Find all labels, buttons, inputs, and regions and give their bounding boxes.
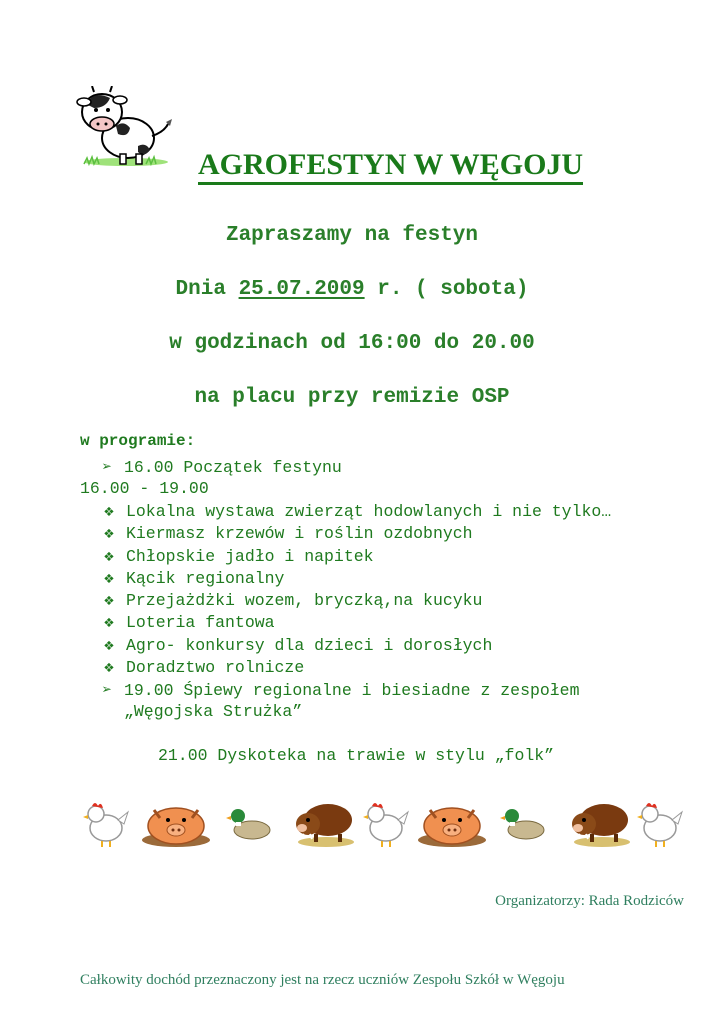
- diamond-bullet-icon: ❖: [104, 613, 114, 633]
- list-item: ❖ Loteria fantowa: [104, 613, 275, 633]
- diamond-bullet-icon: ❖: [104, 524, 114, 544]
- list-item: ❖ Przejażdżki wozem, bryczką,na kucyku: [104, 591, 483, 611]
- pig-icon: [416, 796, 488, 848]
- list-item: ❖ Kącik regionalny: [104, 568, 285, 588]
- chicken-icon: [362, 798, 410, 848]
- program-start: [102, 457, 342, 477]
- arrow-bullet-icon: ➢: [102, 458, 112, 477]
- diamond-bullet-icon: ❖: [104, 546, 114, 566]
- invite-text: Zapraszamy na festyn: [225, 224, 479, 247]
- organizers-text: Organizatorzy: Rada Rodziców: [495, 893, 684, 909]
- event-date: 25.07.2009: [238, 278, 365, 301]
- diamond-bullet-icon: ❖: [104, 635, 114, 655]
- program-songs-band: „Węgojska Strużka”: [124, 702, 303, 721]
- boar-icon: [294, 794, 356, 848]
- pig-icon: [140, 796, 212, 848]
- list-item: ❖ Chłopskie jadło i napitek: [104, 546, 374, 566]
- program-label: w programie:: [80, 432, 196, 450]
- date-suffix: r. ( sobota): [377, 278, 529, 301]
- date-prefix: Dnia: [175, 278, 226, 301]
- duck-icon: [500, 806, 546, 842]
- program-range: 16.00 - 19.00: [80, 479, 209, 498]
- boar-icon: [570, 794, 632, 848]
- cow-icon: [76, 86, 176, 168]
- list-item: ❖ Agro- konkursy dla dzieci i dorosłych: [104, 635, 493, 655]
- list-item: ❖ Kiermasz krzewów i roślin ozdobnych: [104, 524, 473, 544]
- date-line: [0, 278, 704, 301]
- place-text: na placu przy remizie OSP: [194, 386, 510, 409]
- program-start-text: 16.00 Początek festynu: [124, 458, 342, 477]
- diamond-bullet-icon: ❖: [104, 591, 114, 611]
- arrow-bullet-icon: ➢: [102, 681, 112, 700]
- program-songs: ➢ 19.00 Śpiewy regionalne i biesiadne z zespołem: [102, 681, 580, 700]
- program-list: [104, 501, 611, 679]
- diamond-bullet-icon: ❖: [104, 568, 114, 588]
- list-item: ❖ Lokalna wystawa zwierząt hodowlanych i nie tylko…: [104, 502, 612, 521]
- hours-text: w godzinach od 16:00 do 20.00: [169, 332, 535, 355]
- diamond-bullet-icon: ❖: [104, 658, 114, 678]
- diamond-bullet-icon: ❖: [104, 502, 114, 521]
- list-item: ❖ Doradztwo rolnicze: [104, 658, 305, 678]
- program-disco: 21.00 Dyskoteka na trawie w stylu „folk”: [158, 746, 555, 765]
- footer-text: Całkowity dochód przeznaczony jest na rzecz uczniów Zespołu Szkół w Węgoju: [80, 972, 565, 988]
- page-title: AGROFESTYN W WĘGOJU: [198, 148, 583, 185]
- chicken-icon: [82, 798, 130, 848]
- animals-row: [0, 792, 704, 852]
- duck-icon: [226, 806, 272, 842]
- chicken-icon: [636, 798, 684, 848]
